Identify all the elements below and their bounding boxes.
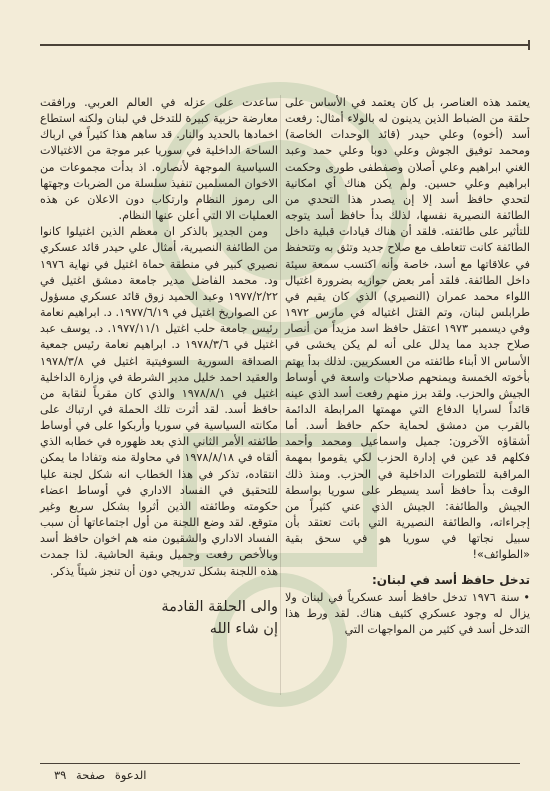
closing-line-1: والى الحلقة القادمة [161,598,278,615]
closing-note [40,596,278,640]
right-paragraph-after-heading: •سنة ١٩٧٦ تدخل حافظ أسد عسكرياً في لبنان ولا يزال له وجود عسكري كثيف هناك. لقد ورط هذا التدخل أسد في كثير من المواجهات التي [285,590,530,636]
page-label: صفحة [76,768,106,782]
left-column [40,95,278,640]
top-rule [40,44,530,46]
closing-line-2: إن شاء الله [209,620,278,637]
magazine-name: الدعوة [114,768,147,782]
page-footer [48,768,146,782]
column-divider [280,95,281,695]
left-paragraph: ساعدت على عزله في العالم العربي. ورافقت معارضة حزبية كبيرة للتدخل في لبنان ولكنه استطاع اخمادها بالحديد والنار. قد ساهم هذا كثيراً في ارباك الساحة الداخلية في سوريا عبر موجة من الاغتيالات السياسية الموجهة لأنصاره. اذ بدأت مجموعات من الاخوان المسلمين تنفيذ سلسلة من الضربات وجهتها الى رموز النظام وارتكاب دون الاعلان عن هذه العمليات الا التي أعلن عنها النظام. [40,96,278,223]
footer-rule [40,763,520,764]
right-paragraph: يعتمد هذه العناصر، بل كان يعتمد في الأساس على حلقة من الضباط الذين يدينون له بالولاء أمثال: رفعت أسد (أخوه) وعلي حيدر (قائد الوحدات الخاصة) ومحمد توفيق الجوش وعلي دوبا وعلي حمد وعبد الغني ابراهيم وعلي أصلان وصفطفى طورى وحكمت ابراهيم وعلي حسين. ولم يكن هناك أي امكانية لتحدي حافظ أسد إلا إن يصدر هذا التحدي من الطائفة النصيرية نفسها، لذلك بدأ حافظ أسد يتوجه للتأثير على طائفته. فلقد أن هناك قيادات قبلية داخل الطائفة كانت تتعاطف مع صلاح جديد وتثق به وتتحفظ في علاقاتها مع أسد، خاصة وأنه اكتسب سمعة سيئة داخل الطائفة. فلقد أمر بعض حوازيه بضرورة اغتيال اللواء محمد عمران (النصيري) الذي كان يقيم في طرابلس لبنان، وتم القتل اغتياله في مارس ١٩٧٢ وفي ديسمبر ١٩٧٣ اعتقل حافظ اسد مزيداً من أنصار صلاح جديد مما يدلل على أنه لم يكن يخشى في الأساس الا أبناء طائفته من العسكريين. لذلك بدأ يهتم بأخوته الخمسة ويمنحهم صلاحيات واسعة في أوساط الجيش والحزب. ولقد برز منهم رفعت أسد الذي عينه قائداً لسرايا الدفاع التي مهمتها المرابطة الدائمة بالقرب من دمشق لحماية حكم حافظ أسد. أما أشقاؤه الآخرون: جميل واسماعيل ومحمد وأحمد فكلهم قد عين في إدارة الحزب لكي يقوموا بمهمة المراقبة للتطورات الداخلية في الحزب. ومنذ ذلك الوقت بدأ حافظ أسد يسيطر على سوريا بواسطة الجيش والطائفة: الجيش الذي عني كثيراً من إجراءاته، والطائفة النصيرية التي باتت تعتقد بأن سبيل نجاتها في سوريا هو في سحق بقية «الطوائف»! [285,96,531,562]
section-heading: تدخل حافظ أسد في لبنان: [371,572,530,587]
bullet-icon: • [523,590,530,604]
page-number: ٣٩ [54,768,67,782]
right-column [285,95,530,638]
left-paragraph: ومن الجدير بالذكر ان معظم الذين اغتيلوا كانوا من الطائفة النصيرية، أمثال علي حيدر قائد عسكري نصيري كبير في منطقة حماة اغتيل في نهاية ١٩٧٦ ود. محمد الفاضل مدير جامعة دمشق اغتيل في ١٩٧٧/٢/٢٢ وعبد الحميد زوق قائد عسكري مسؤول عن الصواريخ اغتيل في ١٩٧٧/٦/١٩. د. ابراهيم نعامة رئيس جامعة حلب اغتيل ١٩٧٧/١١/١. د. يوسف عبد اغتيل في ١٩٧٨/٣/٦ د. ابراهيم نعامة رئيس جمعية الصداقة السورية السوفيتية اغتيل في ١٩٧٨/٣/٨ والعقيد احمد خليل مدير الشرطة في وزارة الداخلية اغتيل في ١٩٧٨/٨/١ والذي كان مقرباً لنقابة من حافظ أسد. لقد أثرت تلك الحملة في ارتباك على مكانته السياسية في سوريا وأربكوا على في أوساط طائفته الأمر الثاني الذي بعد ظهوره في خطابه الذي ألقاه في ١٩٧٨/٨/١٨ في محاولة منه وتفادا ما يمكن انتقاده، تذكر في هذا الخطاب انه شكل لجنة عليا للتحقيق في الفساد الاداري في أوساط اعضاء حكومته وطائفته الذين أثروا بشكل سريع وغير متوقع. لقد وضع اللجنة من أول اجتماعاتها أن سبب الفساد الاداري والشقيون منه هم اخوان حافظ أسد وبالأخص رفعت وجميل وبقية الحاشية. لذا جمدت هذه اللجنة بشكل تدريجي دون أن تنجز شيئاً يذكر. [40,225,279,578]
